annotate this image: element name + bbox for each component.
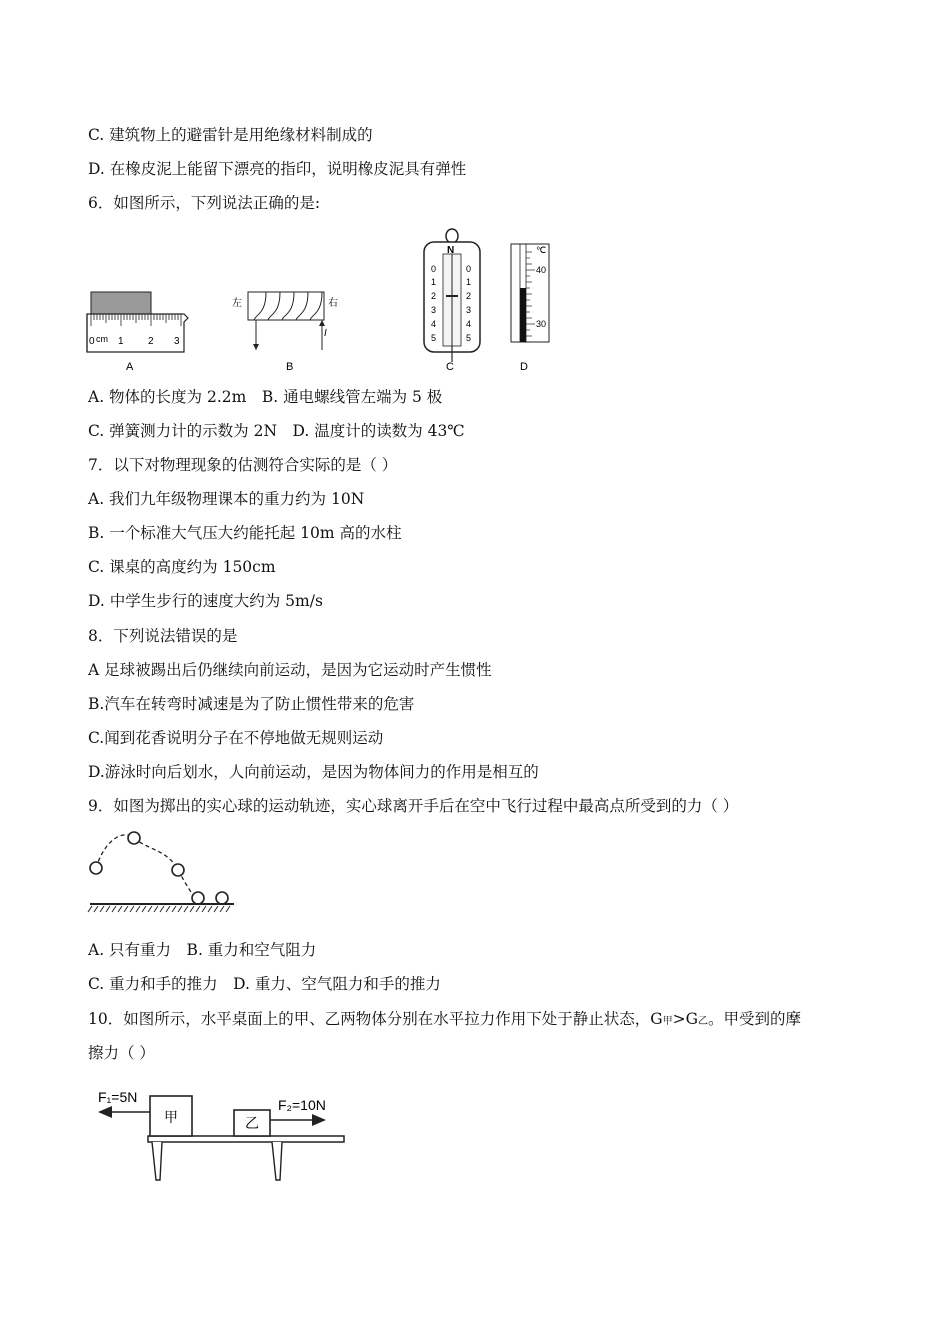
ruler-tick-3: 3 [174, 336, 180, 347]
question-7-option-a: A. 我们九年级物理课本的重力约为 10N [88, 490, 365, 508]
question-8-option-d: D.游泳时向后划水，人向前运动，是因为物体间力的作用是相互的 [88, 763, 539, 781]
thermo-tick-40: 40 [536, 265, 547, 275]
figure-q6 [80, 222, 580, 378]
figure-label-a: A [126, 361, 134, 373]
ruler-tick-1: 1 [118, 336, 124, 347]
option-c-lightning-rod: C. 建筑物上的避雷针是用绝缘材料制成的 [88, 126, 373, 144]
force-f2-label: F₂=10N [278, 1097, 326, 1113]
question-8-stem: 8．下列说法错误的是 [88, 627, 238, 645]
question-7-option-d: D. 中学生步行的速度大约为 5m/s [88, 592, 323, 610]
subscript-yi: 乙 [697, 1016, 708, 1027]
scale-tick-left-0: 0 [431, 264, 437, 274]
figure-label-b: B [286, 361, 294, 373]
scale-tick-left-5: 5 [431, 333, 437, 343]
question-7-option-c: C. 课桌的高度约为 150cm [88, 558, 276, 576]
scale-tick-right-5: 5 [466, 333, 472, 343]
scale-tick-right-1: 1 [466, 277, 472, 287]
question-8-option-a: A 足球被踢出后仍继续向前运动，是因为它运动时产生惯性 [88, 661, 492, 679]
question-8-option-b: B.汽车在转弯时减速是为了防止惯性带来的危害 [88, 695, 415, 713]
ruler-unit: cm [96, 334, 108, 344]
question-10-stem-cont: 擦力（ ） [88, 1044, 155, 1062]
scale-unit: N [447, 245, 455, 256]
scale-tick-right-0: 0 [466, 264, 472, 274]
figure-q9-trajectory [86, 826, 246, 920]
coil-right-label: 右 [328, 298, 338, 309]
scale-tick-right-3: 3 [466, 305, 472, 315]
object-jia-label: 甲 [164, 1109, 178, 1125]
scale-tick-left-2: 2 [431, 291, 437, 301]
figure-6b-solenoid [232, 292, 338, 373]
figure-6c-spring-scale [424, 229, 480, 373]
thermo-unit: ℃ [536, 245, 547, 255]
option-d-plasticine: D. 在橡皮泥上能留下漂亮的指印，说明橡皮泥具有弹性 [88, 160, 467, 178]
object-yi-label: 乙 [245, 1115, 259, 1131]
scale-tick-left-4: 4 [431, 319, 437, 329]
figure-label-c: C [446, 361, 454, 373]
force-f1-label: F₁=5N [98, 1089, 138, 1105]
thermo-tick-30: 30 [536, 319, 547, 329]
figure-6d-thermometer [511, 244, 549, 373]
question-9-options-ab: A. 只有重力 B. 重力和空气阻力 [88, 941, 317, 959]
coil-current-label: I [324, 328, 327, 339]
coil-left-label: 左 [232, 298, 242, 309]
question-6-stem: 6．如图所示，下列说法正确的是: [88, 194, 321, 212]
ruler-tick-2: 2 [148, 336, 154, 347]
ruler-tick-0: 0 [89, 336, 95, 347]
figure-label-d: D [520, 361, 528, 373]
subscript-jia: 甲 [662, 1016, 673, 1027]
question-6-options-cd: C. 弹簧测力计的示数为 2N D. 温度计的读数为 43℃ [88, 422, 465, 440]
question-9-options-cd: C. 重力和手的推力 D. 重力、空气阻力和手的推力 [88, 975, 441, 993]
question-7-option-b: B. 一个标准大气压大约能托起 10m 高的水柱 [88, 524, 402, 542]
scale-tick-right-2: 2 [466, 291, 472, 301]
scale-tick-left-3: 3 [431, 305, 437, 315]
question-8-option-c: C.闻到花香说明分子在不停地做无规则运动 [88, 729, 384, 747]
question-7-stem: 7．以下对物理现象的估测符合实际的是（ ） [88, 456, 398, 474]
question-10-stem: 10．如图所示，水平桌面上的甲、乙两物体分别在水平拉力作用下处于静止状态，G甲>G乙。甲受到的摩 [88, 1010, 801, 1028]
question-9-stem: 9．如图为掷出的实心球的运动轨迹，实心球离开手后在空中飞行过程中最高点所受到的力（ ） [88, 797, 739, 815]
question-6-options-ab: A. 物体的长度为 2.2m B. 通电螺线管左端为 5 极 [88, 388, 443, 406]
figure-6a-ruler [87, 292, 188, 373]
scale-tick-left-1: 1 [431, 277, 437, 287]
scale-tick-right-4: 4 [466, 319, 472, 329]
figure-q10-table [92, 1084, 352, 1184]
